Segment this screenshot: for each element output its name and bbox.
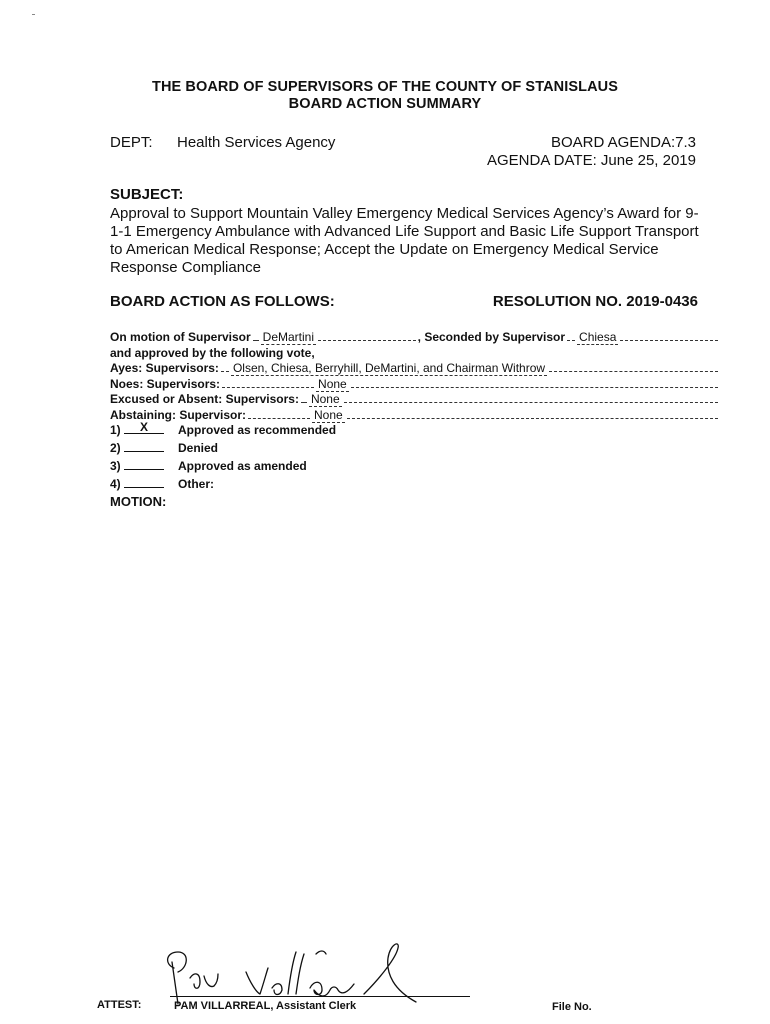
option-mark xyxy=(124,439,164,452)
board-title: THE BOARD OF SUPERVISORS OF THE COUNTY OF STANISLAUS xyxy=(151,79,618,95)
ayes-label: Ayes: Supervisors: xyxy=(110,361,219,375)
motion-line xyxy=(110,330,720,346)
signer-name: PAM VILLARREAL, Assistant Clerk xyxy=(174,1000,357,1012)
dash-fill xyxy=(253,330,259,341)
excused-value: None xyxy=(310,392,340,406)
dash-fill xyxy=(549,361,718,372)
dash-fill xyxy=(221,361,229,372)
excused-line xyxy=(110,392,720,408)
dash-fill xyxy=(301,392,307,403)
ayes-value: Olsen, Chiesa, Berryhill, DeMartini, and Chairman Withrow xyxy=(232,361,546,375)
dash-fill xyxy=(351,377,718,388)
option-number: 2) xyxy=(110,441,121,455)
abstaining-value: None xyxy=(314,407,343,422)
resolution-number: RESOLUTION NO. 2019-0436 xyxy=(492,293,698,310)
dash-fill xyxy=(318,330,416,341)
scan-mark xyxy=(32,14,35,15)
abstaining-label: Abstaining: Supervisor: xyxy=(110,407,247,422)
option-label: Approved as recommended xyxy=(178,423,337,437)
vote-block xyxy=(110,330,720,423)
option-row xyxy=(110,439,336,457)
dash-fill xyxy=(248,408,310,419)
dash-fill xyxy=(620,330,718,341)
dash-fill xyxy=(347,408,718,419)
option-row xyxy=(110,475,336,493)
option-mark xyxy=(124,457,164,470)
handwritten-signature xyxy=(160,938,420,1008)
excused-label: Excused or Absent: Supervisors: xyxy=(110,392,299,406)
approved-text: and approved by the following vote, xyxy=(110,345,315,360)
seconded-by: Chiesa xyxy=(579,330,617,344)
option-row xyxy=(110,421,336,439)
noes-value: None xyxy=(318,376,347,391)
option-label: Denied xyxy=(178,441,219,455)
motion-label: MOTION: xyxy=(110,494,167,509)
summary-title: BOARD ACTION SUMMARY xyxy=(288,96,482,112)
subject-text: Approval to Support Mountain Valley Emergency Medical Services Agency’s Award for 9-1-1 Emergency Ambulance with Advanced Life Support and Basic Life Support Transport to American Medical Response; Accept the Update on Emergency Medical Service Response Compliance xyxy=(110,205,699,276)
option-label: Other: xyxy=(178,477,214,491)
option-mark xyxy=(124,475,164,488)
agenda-item: BOARD AGENDA:7.3 xyxy=(550,134,696,151)
approved-line xyxy=(110,346,720,362)
motion-label: On motion of Supervisor xyxy=(110,330,251,344)
file-number-label: File No. xyxy=(552,1001,592,1013)
dept-label: DEPT: xyxy=(110,134,153,151)
motion-by: DeMartini xyxy=(262,330,315,344)
dash-fill xyxy=(222,377,314,388)
option-mark: X xyxy=(124,421,164,434)
noes-line xyxy=(110,377,720,393)
subject-label: SUBJECT: xyxy=(110,186,184,203)
signature-line xyxy=(170,996,470,997)
dept-value: Health Services Agency xyxy=(177,134,336,151)
noes-label: Noes: Supervisors: xyxy=(110,376,221,391)
action-label: BOARD ACTION AS FOLLOWS: xyxy=(110,293,335,310)
ayes-line xyxy=(110,361,720,377)
agenda-date: AGENDA DATE: June 25, 2019 xyxy=(487,152,696,169)
option-number: 3) xyxy=(110,459,121,473)
seconded-label: , Seconded by Supervisor xyxy=(417,330,566,344)
dash-fill xyxy=(567,330,575,341)
option-number: 4) xyxy=(110,477,121,491)
agenda-block xyxy=(487,134,696,170)
option-label: Approved as amended xyxy=(178,459,307,473)
option-number: 1) xyxy=(110,423,121,437)
action-options xyxy=(110,421,336,493)
attest-label: ATTEST: xyxy=(97,999,142,1011)
option-row xyxy=(110,457,336,475)
dash-fill xyxy=(344,392,718,403)
